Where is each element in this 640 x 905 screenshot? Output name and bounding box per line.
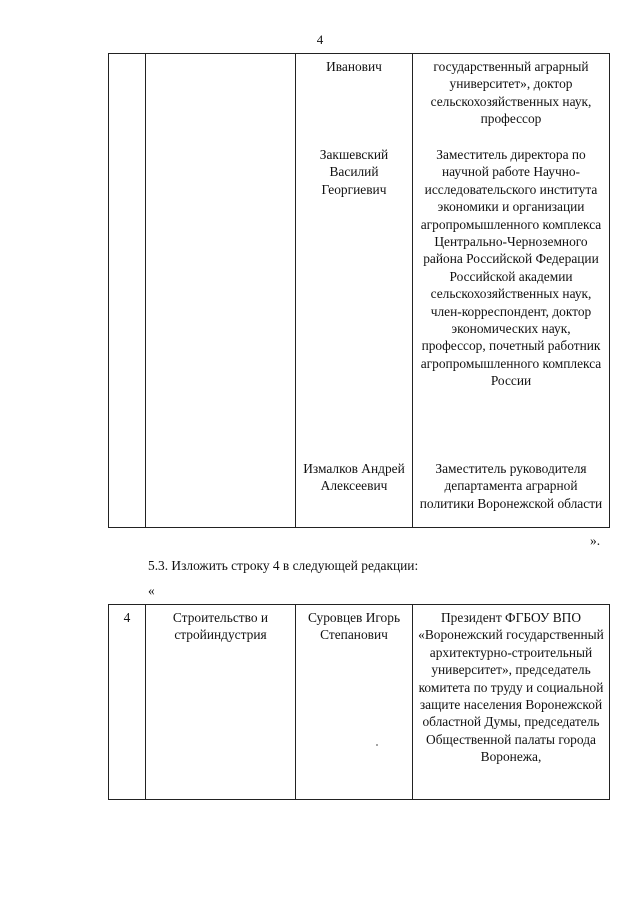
member-name: Измалков Андрей Алексеевич bbox=[303, 461, 405, 494]
member-position: Президент ФГБОУ ВПО «Воронежский государственный архитектурно-строительный университет», председатель комитета по труду и социальной защите населения Воронежской областной Думы, председатель Общественной палаты города Воронежа, bbox=[418, 610, 604, 765]
member-position: государственный аграрный университет», доктор сельскохозяйственных наук, профессор bbox=[430, 59, 592, 127]
sector-name: Строительство и стройиндустрия bbox=[172, 610, 269, 643]
page-number: 4 bbox=[316, 32, 324, 47]
names-cell bbox=[296, 605, 413, 800]
table-row bbox=[109, 54, 610, 528]
member-name: Закшевский Василий Георгиевич bbox=[319, 147, 389, 197]
member-position: Заместитель директора по научной работе Научно-исследовательского института экономики и организации агропромышленного комплекса Центрально-Черноземного района Российской Федерации Российской академии сельскохозяйственных наук, член-корреспондент, доктор экономических наук, профессор, почетный работник агропромышленного комплекса России bbox=[420, 147, 602, 389]
sector-cell bbox=[146, 605, 296, 800]
number-cell bbox=[109, 605, 146, 800]
opening-quote: « bbox=[148, 583, 155, 598]
positions-cell bbox=[413, 54, 610, 528]
member-name: Суровцев Игорь Степанович bbox=[307, 610, 401, 643]
closing-quote: ». bbox=[590, 533, 601, 548]
amendment-instruction: 5.3. Изложить строку 4 в следующей редакции: bbox=[148, 558, 419, 573]
continued-table bbox=[108, 53, 610, 528]
new-row-table bbox=[108, 604, 610, 800]
scan-speck bbox=[376, 744, 378, 746]
table-row bbox=[109, 605, 610, 800]
positions-cell bbox=[413, 605, 610, 800]
member-position: Заместитель руководителя департамента аграрной политики Воронежской области bbox=[419, 461, 603, 511]
sector-cell bbox=[146, 54, 296, 528]
row-number: 4 bbox=[123, 610, 131, 625]
member-name: Иванович bbox=[326, 59, 382, 74]
names-cell bbox=[296, 54, 413, 528]
number-cell bbox=[109, 54, 146, 528]
